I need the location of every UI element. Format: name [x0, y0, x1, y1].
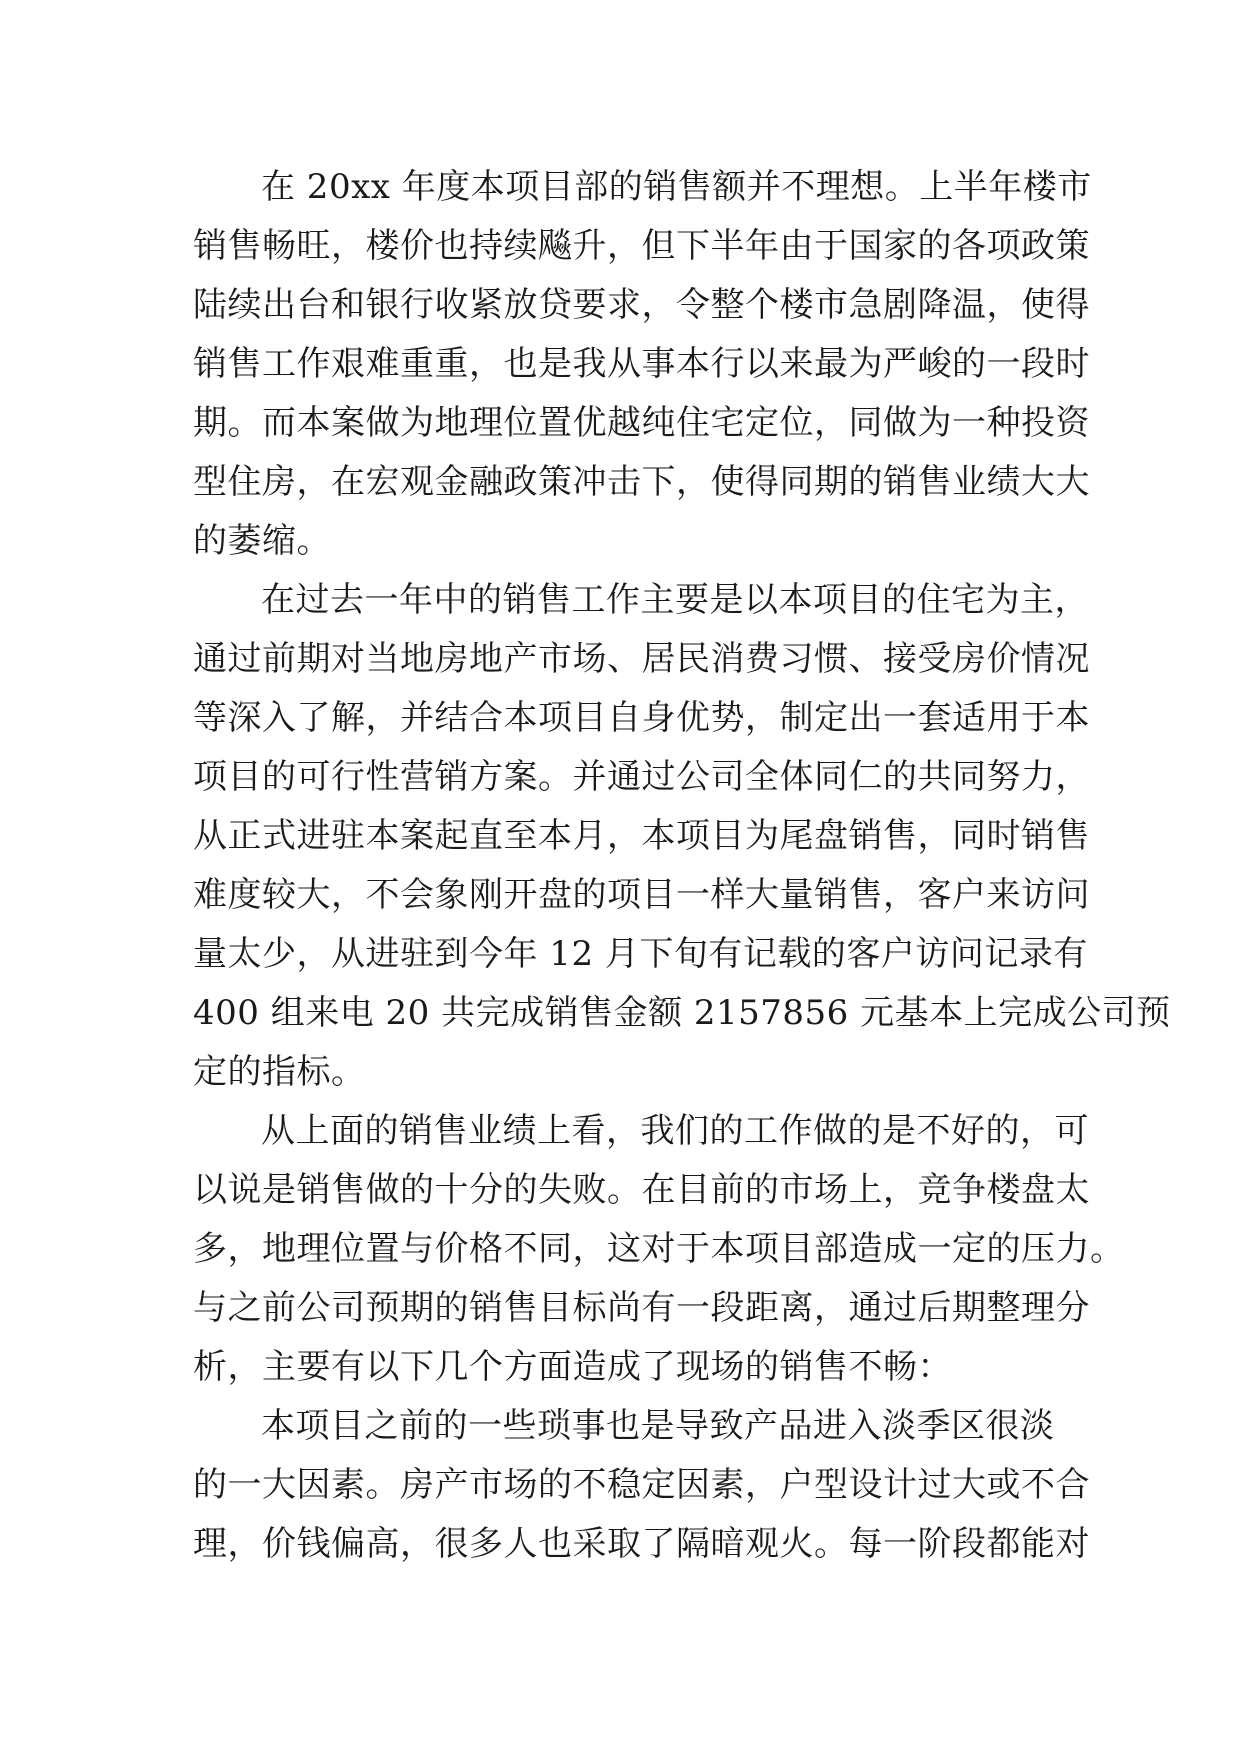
text-line: 的萎缩。: [193, 521, 331, 561]
text-line: 等深入了解，并结合本项目自身优势，制定出一套适用于本: [193, 698, 1090, 738]
text-line: 难度较大，不会象刚开盘的项目一样大量销售，客户来访问: [193, 875, 1090, 915]
paragraph-sales-overview: [193, 158, 1092, 571]
text-line: 的一大因素。房产市场的不稳定因素，户型设计过大或不合: [193, 1465, 1090, 1505]
document-body: [193, 158, 1171, 1574]
text-line: 通过前期对当地房地产市场、居民消费习惯、接受房价情况: [193, 639, 1090, 679]
paragraph-performance-review: [193, 1102, 1125, 1397]
text-line: 项目的可行性营销方案。并通过公司全体同仁的共同努力，: [193, 757, 1090, 797]
text-line: 以说是销售做的十分的失败。在目前的市场上，竞争楼盘太: [193, 1170, 1090, 1210]
text-line: 定的指标。: [193, 1052, 366, 1092]
text-line: 量太少，从进驻到今年 12 月下旬有记载的客户访问记录有: [193, 934, 1088, 974]
text-line: 理，价钱偏高，很多人也采取了隔暗观火。每一阶段都能对: [193, 1524, 1090, 1564]
text-line: 陆续出台和银行收紧放贷要求，令整个楼市急剧降温，使得: [193, 285, 1090, 325]
text-line: 型住房，在宏观金融政策冲击下，使得同期的销售业绩大大: [193, 462, 1090, 502]
paragraph-causes: [193, 1397, 1090, 1574]
text-line: 本项目之前的一些琐事也是导致产品进入淡季区很淡: [261, 1406, 1055, 1446]
text-line: 400 组来电 20 共完成销售金额 2157856 元基本上完成公司预: [193, 993, 1171, 1033]
text-line: 从上面的销售业绩上看，我们的工作做的是不好的，可: [261, 1111, 1089, 1151]
text-line: 在过去一年中的销售工作主要是以本项目的住宅为主，: [261, 580, 1089, 620]
paragraph-past-year-work: [193, 571, 1171, 1102]
text-line: 析，主要有以下几个方面造成了现场的销售不畅：: [193, 1347, 952, 1387]
text-line: 销售畅旺，楼价也持续飚升，但下半年由于国家的各项政策: [193, 226, 1090, 266]
text-line: 销售工作艰难重重，也是我从事本行以来最为严峻的一段时: [193, 344, 1090, 384]
text-line: 在 20xx 年度本项目部的销售额并不理想。上半年楼市: [261, 167, 1092, 207]
text-line: 从正式进驻本案起直至本月，本项目为尾盘销售，同时销售: [193, 816, 1090, 856]
text-line: 多，地理位置与价格不同，这对于本项目部造成一定的压力。: [193, 1229, 1125, 1269]
text-line: 期。而本案做为地理位置优越纯住宅定位，同做为一种投资: [193, 403, 1090, 443]
text-line: 与之前公司预期的销售目标尚有一段距离，通过后期整理分: [193, 1288, 1090, 1328]
